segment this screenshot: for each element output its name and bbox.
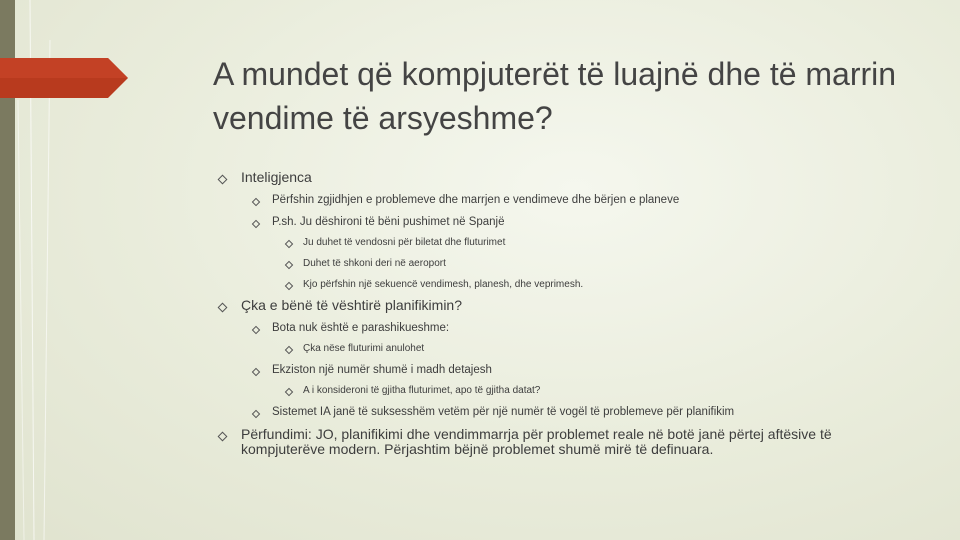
bullet-text: P.sh. Ju dëshironi të bëni pushimet në Spanjë	[272, 216, 505, 228]
diamond-bullet-icon	[252, 220, 260, 228]
bullet-item	[284, 385, 844, 397]
bullet-text: Ju duhet të vendosni për biletat dhe fluturimet	[303, 237, 506, 248]
bullet-text: Kjo përfshin një sekuencë vendimesh, planesh, dhe veprimesh.	[303, 279, 584, 290]
bullet-text: Çka e bënë të vështirë planifikimin?	[241, 297, 463, 313]
bullet-item	[251, 322, 851, 335]
bullet-text: Çka nëse fluturimi anulohet	[303, 343, 425, 354]
diamond-bullet-icon	[285, 388, 293, 396]
bullet-text: Duhet të shkoni deri në aeroport	[303, 258, 446, 269]
bullet-item	[217, 170, 837, 185]
diamond-bullet-icon	[252, 198, 260, 206]
bullet-item	[251, 216, 851, 229]
bullet-item	[217, 427, 847, 457]
bullet-text: A i konsideroni të gjitha fluturimet, apo të gjitha datat?	[303, 385, 541, 396]
bullet-item	[251, 194, 851, 207]
diamond-bullet-icon	[218, 432, 228, 442]
bullet-item	[284, 279, 844, 291]
diamond-bullet-icon	[285, 282, 293, 290]
bullet-text: Sistemet IA janë të suksesshëm vetëm për një numër të vogël të problemeve për planifikim	[272, 406, 735, 418]
bullet-text: Inteligjenca	[241, 169, 312, 185]
bullet-item	[251, 364, 851, 377]
diamond-bullet-icon	[285, 346, 293, 354]
bullet-item	[284, 237, 844, 249]
bullet-text: Përfundimi: JO, planifikimi dhe vendimmarrja për problemet reale në botë janë përtej aftësive të kompjuterëve modern. Përjashtim bëjnë problemet shumë mirë të definuara.	[241, 426, 832, 457]
bullet-item	[217, 298, 837, 313]
diamond-bullet-icon	[285, 240, 293, 248]
slide-title: A mundet që kompjuterët të luajnë dhe të marrin vendime të arsyeshme?	[213, 56, 897, 136]
diamond-bullet-icon	[252, 410, 260, 418]
bullet-text: Përfshin zgjidhjen e problemeve dhe marrjen e vendimeve dhe bërjen e planeve	[272, 194, 680, 206]
diamond-bullet-icon	[252, 368, 260, 376]
diamond-bullet-icon	[285, 261, 293, 269]
diamond-bullet-icon	[252, 326, 260, 334]
diamond-bullet-icon	[218, 303, 228, 313]
bullet-item	[251, 406, 851, 419]
bullet-text: Bota nuk është e parashikueshme:	[272, 322, 450, 334]
diamond-bullet-icon	[218, 175, 228, 185]
bullet-item	[284, 343, 844, 355]
bullet-item	[284, 258, 844, 270]
bullet-text: Ekziston një numër shumë i madh detajesh	[272, 364, 492, 376]
